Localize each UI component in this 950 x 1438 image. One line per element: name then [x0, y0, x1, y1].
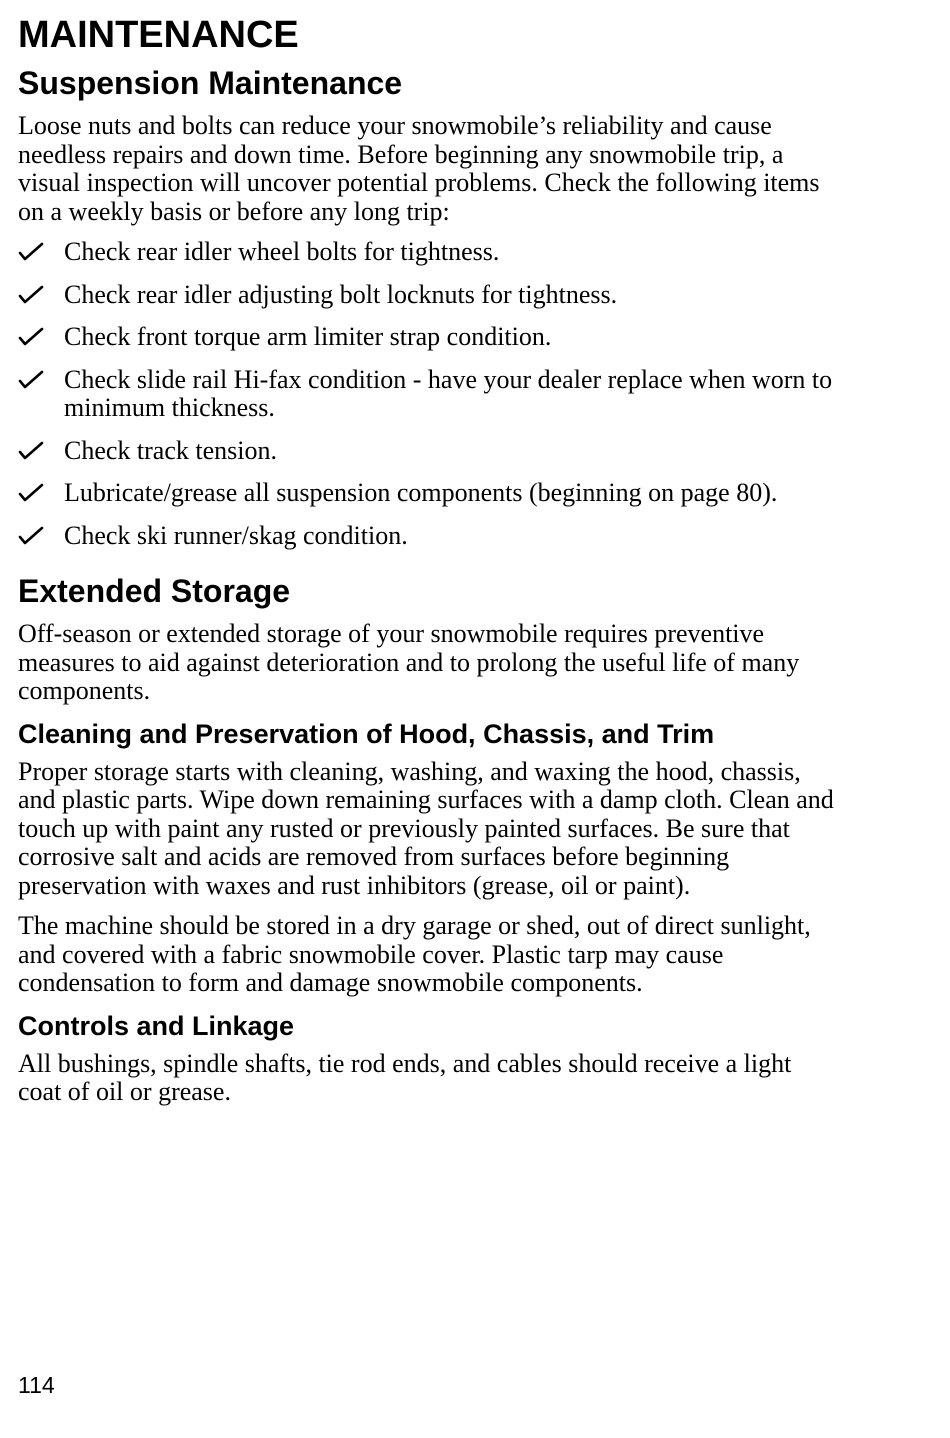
checkmark-icon [18, 479, 64, 507]
list-item-text: Check rear idler adjusting bolt locknuts for tightness. [64, 279, 618, 309]
checkmark-icon [18, 437, 64, 465]
list-item-text: Lubricate/grease all suspension components (beginning on page 80). [64, 478, 778, 507]
list-item [18, 522, 838, 551]
list-item [18, 238, 838, 267]
checkmark-icon [18, 323, 64, 351]
list-item [18, 479, 838, 508]
page-number: 114 [18, 1372, 55, 1398]
checkmark-icon [18, 522, 64, 550]
list-item [18, 366, 838, 423]
suspension-checklist [18, 238, 838, 550]
suspension-heading: Suspension Maintenance [18, 65, 403, 101]
manual-page [18, 12, 838, 1119]
list-item-text: Check slide rail Hi-fax condition - have your dealer replace when worn to minimum thickness. [64, 364, 833, 422]
list-item [18, 281, 838, 310]
list-item-text: Check front torque arm limiter strap condition. [64, 322, 552, 351]
suspension-intro: Loose nuts and bolts can reduce your snowmobile’s reliability and cause needless repairs and down time. Before beginning any snowmobile trip, a visual inspection will uncover potential problems. Check the following items on a weekly basis or before any long trip: [18, 111, 820, 226]
page-title: MAINTENANCE [18, 14, 299, 56]
storage-intro: Off-season or extended storage of your snowmobile requires preventive measures to aid against deterioration and to prolong the useful life of many components. [18, 619, 800, 705]
storage-heading: Extended Storage [18, 573, 291, 609]
cleaning-heading: Cleaning and Preservation of Hood, Chassis, and Trim [18, 718, 715, 749]
list-item-text: Check track tension. [64, 435, 277, 465]
checkmark-icon [18, 238, 64, 266]
checkmark-icon [18, 366, 64, 394]
controls-heading: Controls and Linkage [18, 1010, 295, 1041]
checkmark-icon [18, 281, 64, 309]
cleaning-paragraph-1: Proper storage starts with cleaning, washing, and waxing the hood, chassis, and plastic parts. Wipe down remaining surfaces with a damp cloth. Clean and touch up with paint any rusted or previously painted surfaces. Be sure that corrosive salt and acids are removed from surfaces before beginning preservation with waxes and rust inhibitors (grease, oil or paint). [18, 756, 834, 900]
list-item [18, 323, 838, 352]
cleaning-paragraph-2: The machine should be stored in a dry garage or shed, out of direct sunlight, and covered with a fabric snowmobile cover. Plastic tarp may cause condensation to form and damage snowmobile components. [18, 911, 811, 997]
controls-paragraph: All bushings, spindle shafts, tie rod ends, and cables should receive a light coat of oil or grease. [18, 1048, 792, 1106]
list-item-text: Check rear idler wheel bolts for tightness. [64, 237, 500, 266]
list-item-text: Check ski runner/skag condition. [64, 520, 408, 550]
list-item [18, 437, 838, 466]
